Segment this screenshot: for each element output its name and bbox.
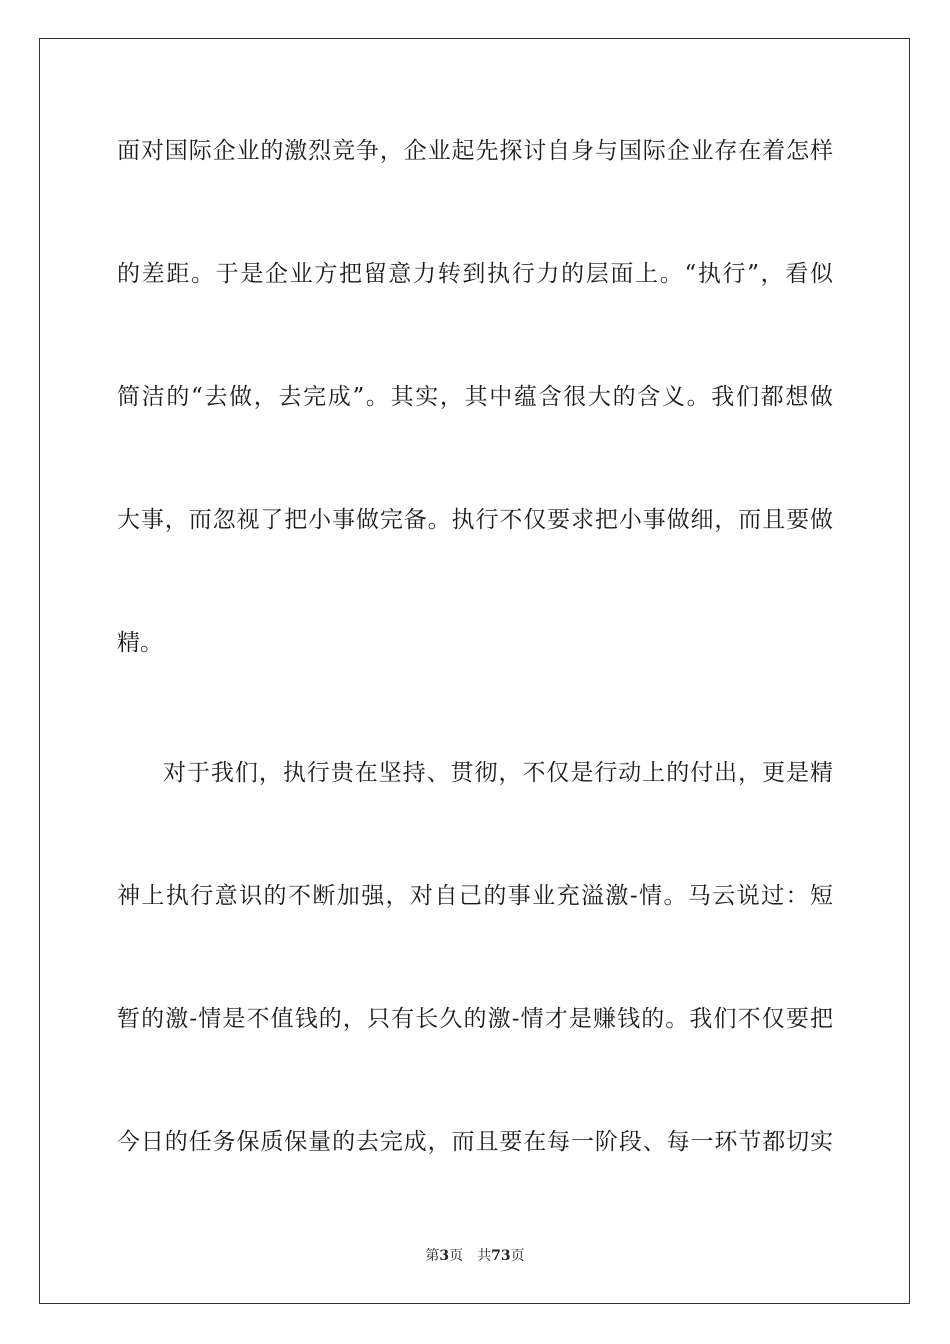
page-frame [39, 38, 910, 1304]
total-suffix: 页 [510, 1248, 525, 1264]
page-footer [0, 1247, 950, 1265]
body-line-4: 大事，而忽视了把小事做完备。执行不仅要求把小事做细，而且要做 [117, 507, 833, 533]
body-line-8: 暂的激-情是不值钱的，只有长久的激-情才是赚钱的。我们不仅要把 [117, 1006, 833, 1032]
page-prefix: 第 [425, 1248, 440, 1264]
body-line-9: 今日的任务保质保量的去完成，而且要在每一阶段、每一环节都切实 [117, 1129, 833, 1155]
body-line-2: 的差距。于是企业方把留意力转到执行力的层面上。“执行”，看似 [117, 261, 833, 287]
total-pages: 73 [491, 1248, 511, 1264]
body-line-7: 神上执行意识的不断加强，对自己的事业充溢激-情。马云说过：短 [117, 883, 833, 909]
page-number: 3 [439, 1248, 450, 1264]
page-suffix: 页 [449, 1248, 464, 1264]
body-line-3: 简洁的“去做，去完成”。其实，其中蕴含很大的含义。我们都想做 [117, 384, 833, 410]
body-line-5: 精。 [117, 630, 163, 656]
body-line-1: 面对国际企业的激烈竞争，企业起先探讨自身与国际企业存在着怎样 [117, 138, 833, 164]
total-prefix: 共 [477, 1248, 492, 1264]
body-line-6: 对于我们，执行贵在坚持、贯彻，不仅是行动上的付出，更是精 [163, 760, 833, 786]
